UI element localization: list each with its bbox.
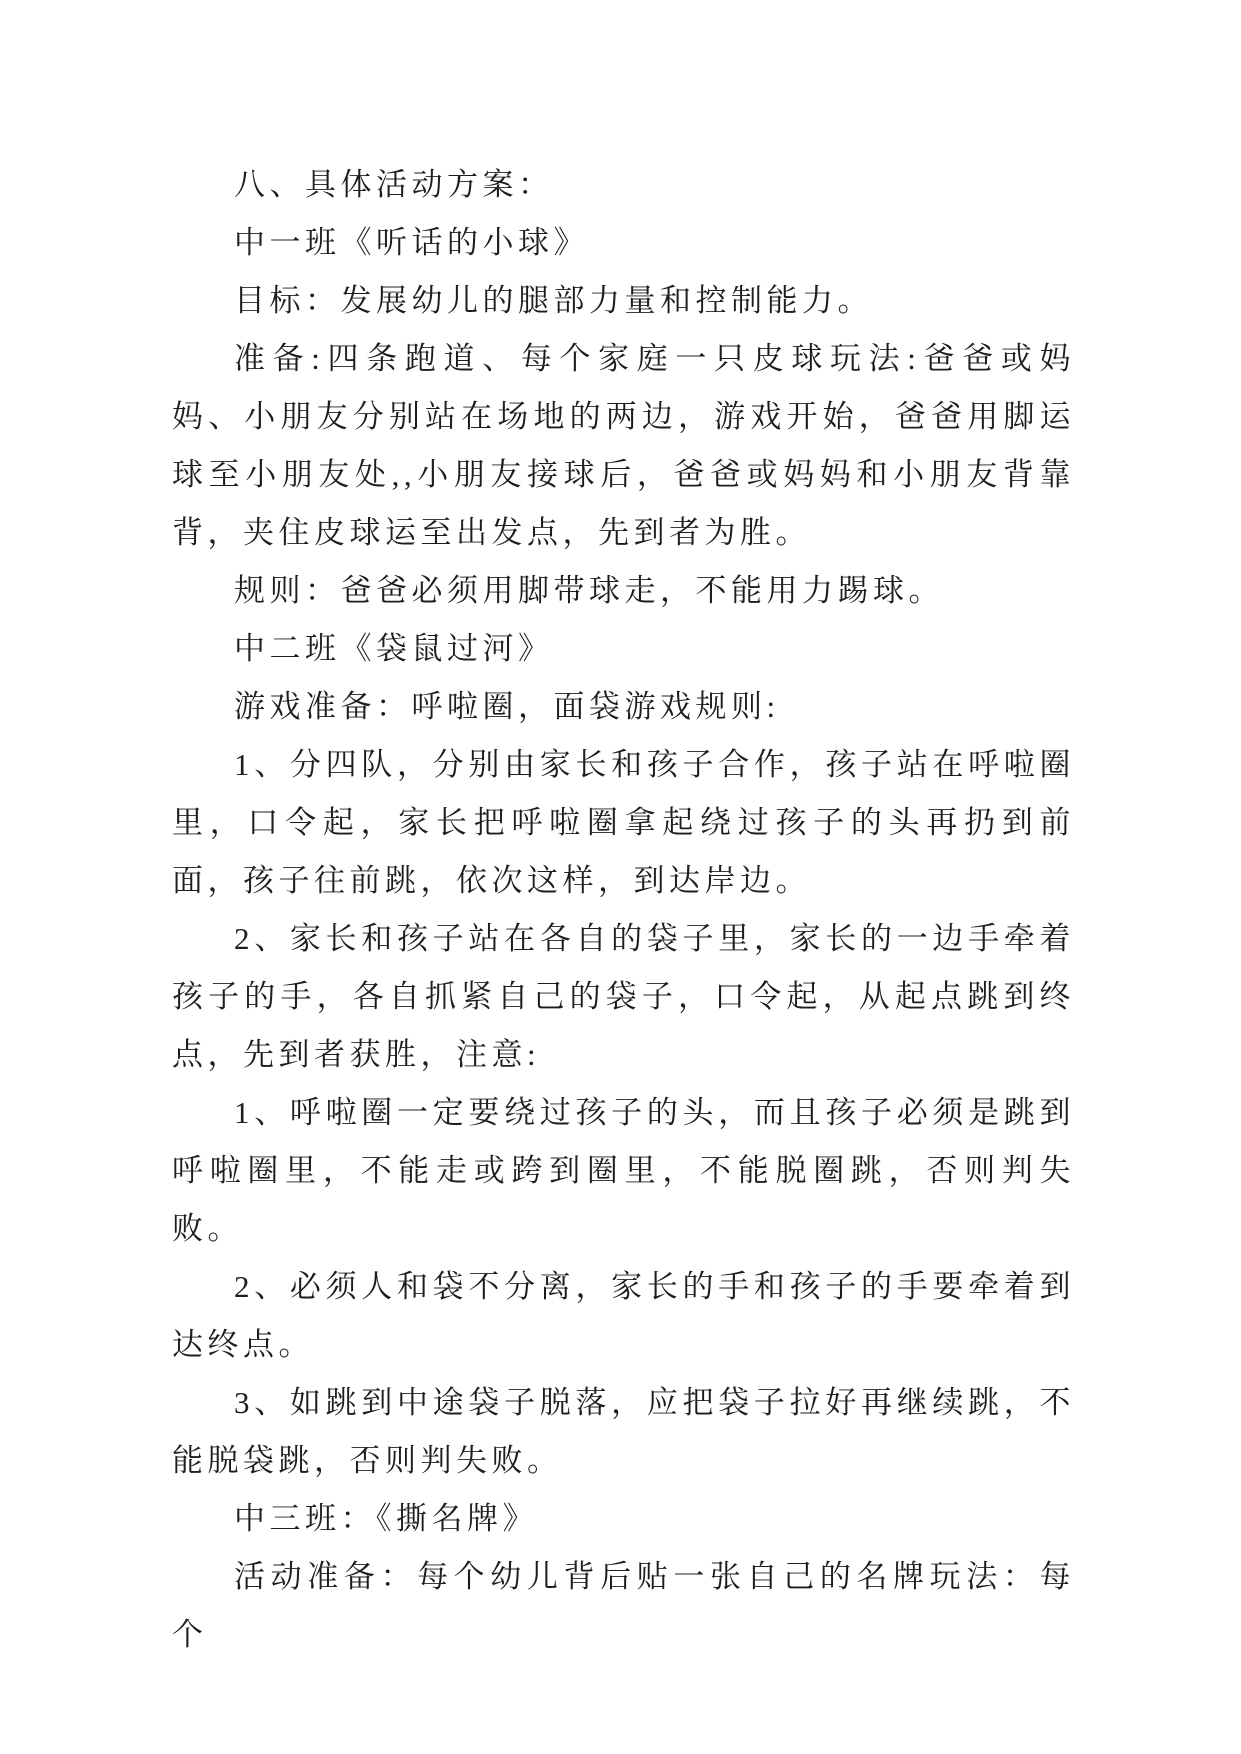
paragraph-class1-rule: 规则：爸爸必须用脚带球走，不能用力踢球。 <box>234 573 944 608</box>
paragraph-class3-title: 中三班：《撕名牌》 <box>234 1501 538 1536</box>
paragraph-class1-goal: 目标：发展幼儿的腿部力量和控制能力。 <box>234 283 873 318</box>
paragraph-class2-rule-1: 1、分四队，分别由家长和孩子合作，孩子站在呼啦圈里，口令起，家长把呼啦圈拿起绕过孩子的头再扔到前面，孩子往前跳，依次这样，到达岸边。 <box>172 747 1075 898</box>
paragraph-class2-title: 中二班《袋鼠过河》 <box>234 631 554 666</box>
paragraph-class2-preparation: 游戏准备：呼啦圈，面袋游戏规则: <box>234 689 780 724</box>
paragraph-class2-rule-2: 2、家长和孩子站在各自的袋子里，家长的一边手牵着孩子的手，各自抓紧自己的袋子，口令起，从起点跳到终点，先到者获胜，注意: <box>172 921 1075 1072</box>
paragraph-heading-plan: 八、具体活动方案： <box>234 167 554 202</box>
paragraph-class2-note-2: 2、必须人和袋不分离，家长的手和孩子的手要牵着到达终点。 <box>172 1269 1075 1362</box>
paragraph-class1-preparation: 准备:四条跑道、每个家庭一只皮球玩法:爸爸或妈妈、小朋友分别站在场地的两边，游戏开始，爸爸用脚运球至小朋友处,,小朋友接球后，爸爸或妈妈和小朋友背靠背，夹住皮球运至出发点，先到者为胜。 <box>172 341 1075 550</box>
paragraph-class2-note-3: 3、如跳到中途袋子脱落，应把袋子拉好再继续跳，不能脱袋跳，否则判失败。 <box>172 1385 1075 1478</box>
paragraph-class1-title: 中一班《听话的小球》 <box>234 225 589 260</box>
paragraph-class2-note-1: 1、呼啦圈一定要绕过孩子的头，而且孩子必须是跳到呼啦圈里，不能走或跨到圈里，不能脱圈跳，否则判失败。 <box>172 1095 1075 1246</box>
paragraph-class3-preparation: 活动准备：每个幼儿背后贴一张自己的名牌玩法：每个 <box>172 1559 1075 1652</box>
document-body <box>172 156 1075 1664</box>
